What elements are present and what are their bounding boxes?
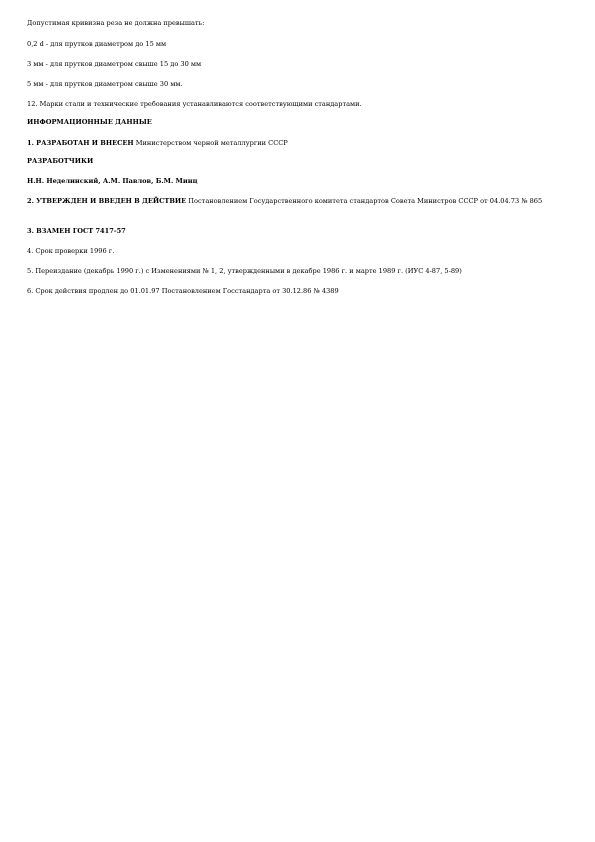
- info-item-2-label: 2. УТВЕРЖДЕН И ВВЕДЕН В ДЕЙСТВИЕ: [27, 197, 187, 205]
- developers-list: Н.Н. Неделинский, А.М. Павлов, Б.М. Минц: [27, 177, 198, 185]
- info-item-2-text: Постановлением Государственного комитета стандартов Совета Министров СССР от 04.04.73 № 865: [188, 197, 543, 205]
- info-item-3: 3. ВЗАМЕН ГОСТ 7417-57: [27, 227, 126, 235]
- info-item-1: [27, 139, 572, 147]
- info-item-6: 6. Срок действия продлен до 01.01.97 Постановлением Госстандарта от 30.12.86 № 4389: [27, 287, 339, 295]
- info-item-4: 4. Срок проверки 1996 г.: [27, 247, 115, 255]
- developers-heading: РАЗРАБОТЧИКИ: [27, 157, 94, 165]
- tolerance-item: 0,2 d - для прутков диаметром до 15 мм: [27, 40, 167, 48]
- info-item-1-label: 1. РАЗРАБОТАН И ВНЕСЕН: [27, 139, 134, 147]
- info-item-2: [27, 197, 572, 205]
- clause-12: 12. Марки стали и технические требования устанавливаются соответствующими стандартами.: [27, 100, 362, 108]
- curvature-intro: Допустимая кривизна реза не должна превышать:: [27, 19, 205, 27]
- info-item-1-text: Министерством черной металлургии СССР: [135, 139, 288, 147]
- tolerance-item: 3 мм - для прутков диаметром свыше 15 до 30 мм: [27, 60, 202, 68]
- info-heading: ИНФОРМАЦИОННЫЕ ДАННЫЕ: [27, 118, 152, 126]
- info-item-5: 5. Переиздание (декабрь 1990 г.) с Изменениями № 1, 2, утвержденными в декабре 1986 г. и марте 1989 г. (ИУС 4-87, 5-89): [27, 267, 462, 275]
- tolerance-item: 5 мм - для прутков диаметром свыше 30 мм.: [27, 80, 183, 88]
